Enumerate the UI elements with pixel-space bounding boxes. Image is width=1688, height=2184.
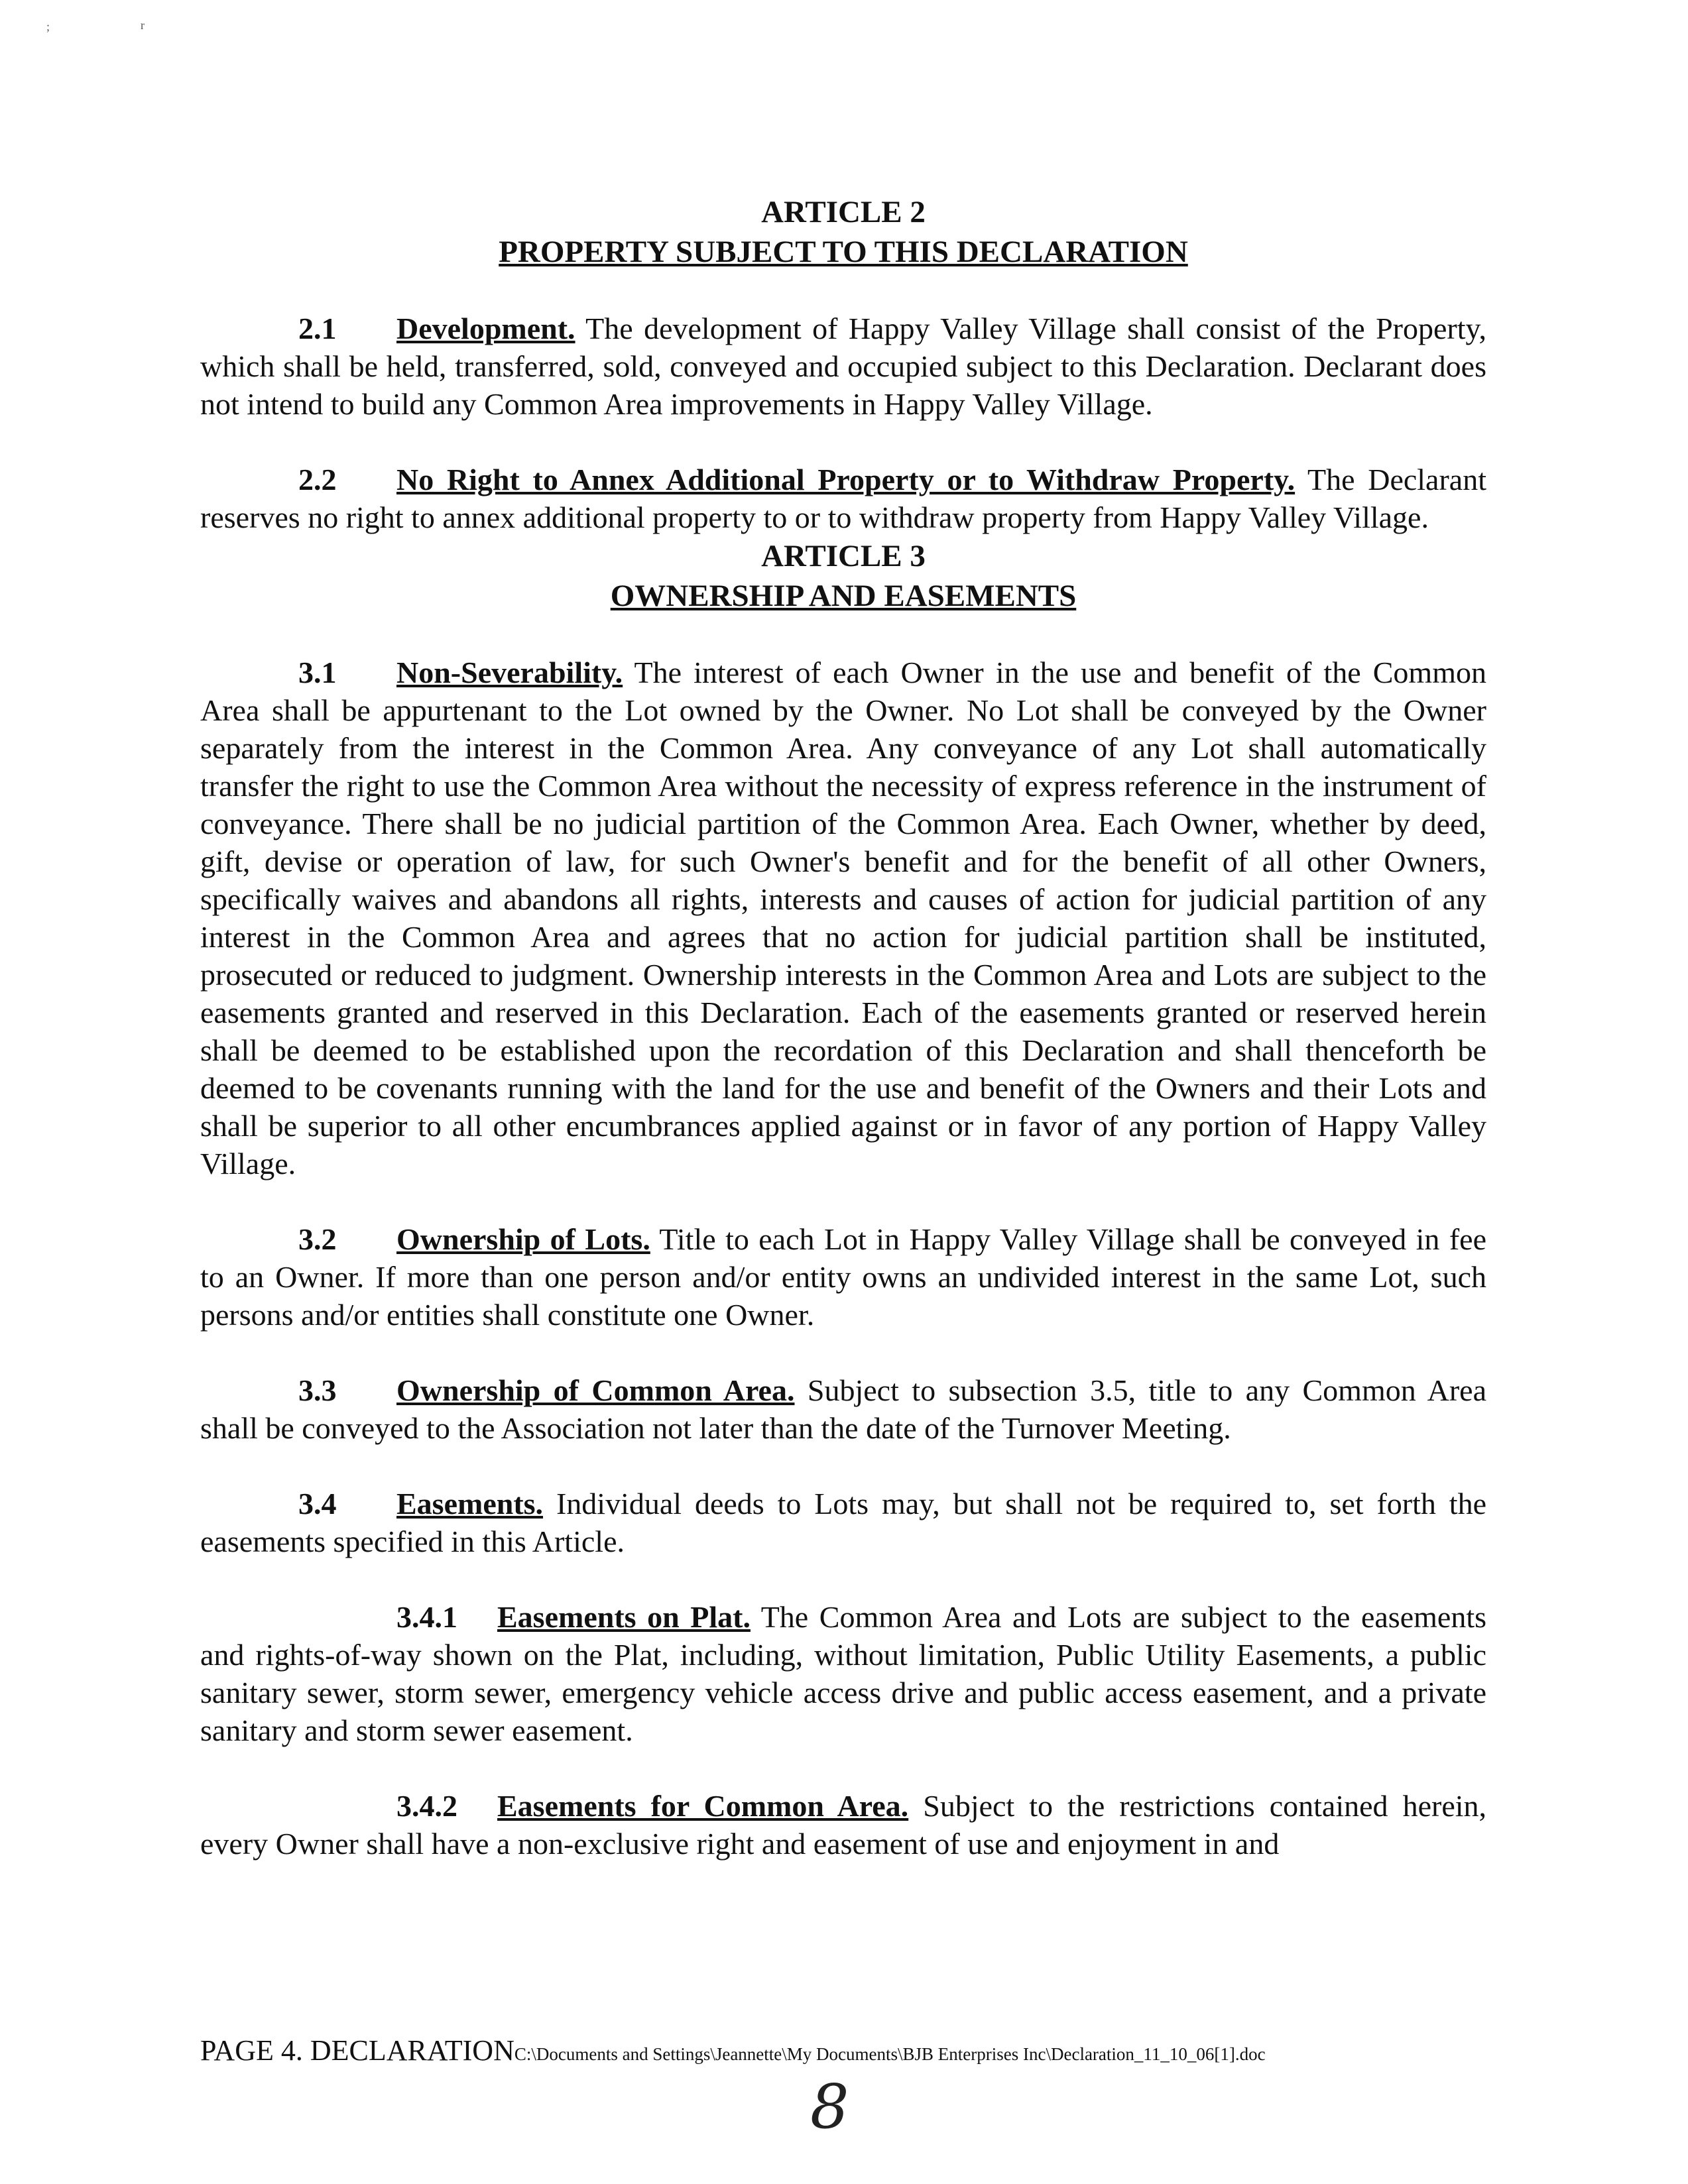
document-body	[200, 192, 1486, 1863]
section-3-3-caption: Ownership of Common Area.	[396, 1373, 795, 1407]
section-2-2	[200, 461, 1486, 536]
section-2-2-text: The Declarant reserves no right to annex additional property to or to withdraw property from Happy Valley Village.	[200, 463, 1486, 534]
section-3-3-text: Subject to subsection 3.5, title to any Common Area shall be conveyed to the Association not later than the date of the Turnover Meeting.	[200, 1373, 1486, 1445]
section-3-4-1	[200, 1598, 1486, 1749]
section-3-4-1-text: The Common Area and Lots are subject to the easements and rights-of-way shown on the Plat, including, without limitation, Public Utility Easements, a public sanitary sewer, storm sewer, emergency vehicle access drive and public access easement, and a private sanitary and storm sewer easement.	[200, 1600, 1486, 1747]
section-3-3-number: 3.3	[298, 1373, 337, 1407]
article-3-label: ARTICLE 3	[761, 539, 926, 573]
section-2-1-text: The development of Happy Valley Village shall consist of the Property, which shall be held, transferred, sold, conveyed and occupied subject to this Declaration. Declarant does not intend to build any Common Area improvements in Happy Valley Village.	[200, 312, 1486, 421]
section-2-2-caption: No Right to Annex Additional Property or to Withdraw Property.	[396, 463, 1296, 496]
handwritten-page-number: 8	[810, 2071, 849, 2142]
section-2-1-caption: Development.	[396, 312, 575, 345]
section-2-2-number: 2.2	[298, 463, 337, 496]
footer-label: PAGE 4. DECLARATION	[200, 2034, 514, 2067]
article-2-heading	[200, 192, 1486, 272]
page-footer	[200, 2034, 1266, 2067]
section-3-4-text: Individual deeds to Lots may, but shall not be required to, set forth the easements specified in this Article.	[200, 1487, 1487, 1558]
section-3-4-2	[200, 1787, 1486, 1863]
section-3-2-number: 3.2	[298, 1222, 337, 1256]
section-3-4-1-caption: Easements on Plat.	[497, 1600, 751, 1634]
scan-mark-1: ;	[46, 20, 50, 33]
section-3-3	[200, 1371, 1486, 1447]
section-3-2-caption: Ownership of Lots.	[396, 1222, 650, 1256]
section-3-1-text: The interest of each Owner in the use and benefit of the Common Area shall be appurtenant to the Lot owned by the Owner. No Lot shall be conveyed by the Owner separately from the interest in the Common Area. Any conveyance of any Lot shall automatically transfer the right to use the Common Area without the necessity of express reference in the instrument of conveyance. There shall be no judicial partition of the Common Area. Each Owner, whether by deed, gift, devise or operation of law, for such Owner's benefit and for the benefit of all other Owners, specifically waives and abandons all rights, interests and causes of action for judicial partition of any interest in the Common Area and agrees that no action for judicial partition shall be instituted, prosecuted or reduced to judgment. Ownership interests in the Common Area and Lots are subject to the easements granted and reserved in this Declaration. Each of the easements granted or reserved herein shall be deemed to be established upon the recordation of this Declaration and shall thenceforth be deemed to be covenants running with the land for the use and benefit of the Owners and their Lots and shall be superior to all other encumbrances applied against or in favor of any portion of Happy Valley Village.	[200, 656, 1486, 1180]
section-3-1-number: 3.1	[298, 656, 337, 689]
section-2-1	[200, 310, 1486, 423]
section-3-4-2-number: 3.4.2	[396, 1789, 457, 1823]
section-3-4-2-caption: Easements for Common Area.	[497, 1789, 909, 1823]
footer-file-path: C:\Documents and Settings\Jeannette\My Documents\BJB Enterprises Inc\Declaration_11_10_06[1].doc	[514, 2044, 1266, 2064]
article-3-title: OWNERSHIP AND EASEMENTS	[610, 579, 1077, 613]
article-3-heading	[200, 536, 1486, 616]
section-3-4-1-number: 3.4.1	[396, 1600, 457, 1634]
section-3-1	[200, 654, 1486, 1182]
section-3-4-number: 3.4	[298, 1487, 337, 1521]
article-2-label: ARTICLE 2	[761, 195, 926, 229]
section-3-1-caption: Non-Severability.	[396, 656, 623, 689]
section-3-2	[200, 1220, 1486, 1334]
section-3-4-2-text: Subject to the restrictions contained herein, every Owner shall have a non-exclusive right and easement of use and enjoyment in and	[200, 1789, 1487, 1861]
section-2-1-number: 2.1	[298, 312, 337, 345]
section-3-4-caption: Easements.	[396, 1487, 544, 1521]
scan-mark-2: r	[141, 19, 145, 32]
section-3-4	[200, 1485, 1486, 1560]
section-3-2-text: Title to each Lot in Happy Valley Village shall be conveyed in fee to an Owner. If more than one person and/or entity owns an undivided interest in the same Lot, such persons and/or entities shall constitute one Owner.	[200, 1222, 1487, 1332]
article-2-title: PROPERTY SUBJECT TO THIS DECLARATION	[499, 235, 1188, 269]
